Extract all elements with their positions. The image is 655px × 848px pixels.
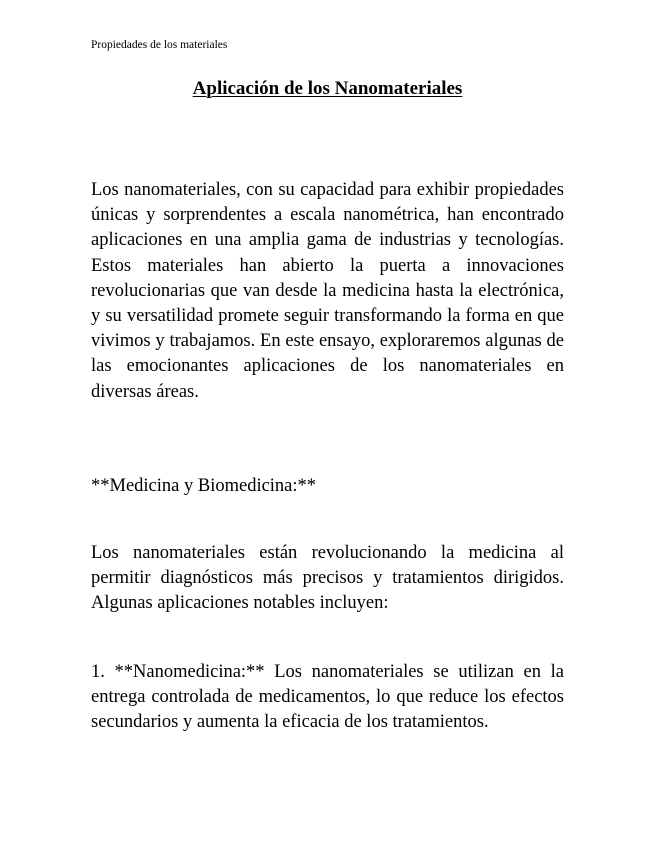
section-heading-medicine: **Medicina y Biomedicina:**: [91, 476, 317, 496]
intro-paragraph: Los nanomateriales, con su capacidad para exhibir propiedades únicas y sorprendentes a escala nanométrica, han encontrado aplicaciones en una amplia gama de industrias y tecnologías. Estos materiales han abierto la puerta a innovaciones revolucionarias que van desde la medicina hasta la electrónica, y su versatilidad promete seguir transformando la forma en que vivimos y trabajamos. En este ensayo, exploraremos algunas de las emocionantes aplicaciones de los nanomateriales en diversas áreas.: [91, 180, 564, 402]
medicine-paragraph: Los nanomateriales están revolucionando la medicina al permitir diagnósticos más precisos y tratamientos dirigidos. Algunas aplicaciones notables incluyen:: [91, 543, 564, 614]
list-item-nanomedicine: 1. **Nanomedicina:** Los nanomateriales se utilizan en la entrega controlada de medicamentos, lo que reduce los efectos secundarios y aumenta la eficacia de los tratamientos.: [91, 662, 564, 733]
document-title: Aplicación de los Nanomateriales: [192, 78, 463, 99]
running-header: Propiedades de los materiales: [91, 39, 228, 51]
